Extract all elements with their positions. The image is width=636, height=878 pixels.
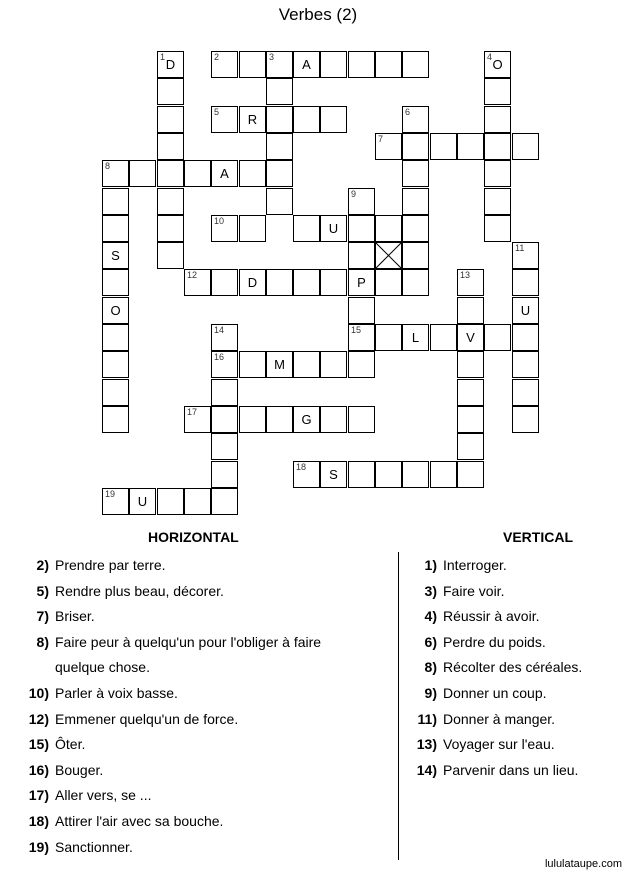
grid-cell[interactable] [402,160,429,187]
grid-cell[interactable] [348,297,375,324]
grid-cell[interactable] [239,51,266,78]
clue-number: 13) [416,736,437,753]
clue-number: 18 [296,462,307,472]
clue-number: 4 [487,52,493,62]
grid-cell[interactable] [348,188,375,215]
horizontal-heading: HORIZONTAL [148,529,239,545]
horizontal-clue [28,786,152,804]
grid-cell[interactable] [402,133,429,160]
clue-number: 14) [416,761,437,778]
grid-cell[interactable] [211,269,238,296]
clue-number: 1) [424,557,437,573]
grid-cell[interactable] [402,242,429,269]
given-letter: O [492,57,503,72]
grid-cell[interactable] [157,215,184,242]
clue-text: Parvenir dans un lieu. [443,761,579,778]
clue-number: 10 [214,216,225,226]
given-letter: G [301,412,312,427]
clue-number: 3) [424,582,437,599]
grid-cell[interactable] [102,406,129,433]
given-letter: P [357,275,366,290]
horizontal-clue [36,607,95,625]
grid-cell[interactable] [211,215,238,242]
given-letter: U [137,494,148,509]
clue-text: Faire voir. [443,582,505,599]
clue-text: Parler à voix basse. [55,685,178,701]
grid-cell[interactable] [375,51,402,78]
cross-mark-icon [376,243,401,268]
horizontal-clue [36,556,166,574]
clue-text: Ôter. [55,736,86,753]
grid-cell[interactable] [239,351,266,378]
clue-number: 2 [214,52,220,62]
horizontal-clue [36,582,224,600]
grid-cell[interactable] [102,160,129,187]
clue-number: 9 [351,189,357,199]
grid-cell[interactable] [457,461,484,488]
grid-cell[interactable] [484,133,511,160]
vertical-clue [424,582,505,600]
clue-text: Sanctionner. [55,838,133,855]
given-letter: A [220,166,229,181]
clue-text: Prendre par terre. [55,557,166,573]
clue-number: 6 [405,107,411,117]
grid-cell[interactable] [266,351,293,378]
clue-number: 13 [460,270,471,280]
grid-cell[interactable] [457,269,484,296]
grid-cell[interactable] [211,406,238,433]
clue-text: Emmener quelqu'un de force. [55,710,239,727]
grid-cell[interactable] [484,215,511,242]
grid-cell[interactable] [484,188,511,215]
grid-cell[interactable] [402,188,429,215]
clue-text: Perdre du poids. [443,633,546,650]
grid-cell[interactable] [239,160,266,187]
vertical-clue [416,735,555,753]
horizontal-clue [36,633,322,651]
clue-number: 12 [187,270,198,280]
clue-text: Donner à manger. [443,710,556,727]
grid-cell[interactable] [211,433,238,460]
grid-cell[interactable] [239,215,266,242]
vertical-clue [424,607,540,625]
grid-cell[interactable] [211,324,238,351]
clue-number: 7 [378,134,384,144]
horizontal-clue [28,735,86,753]
grid-cell[interactable] [457,297,484,324]
grid-cell[interactable] [402,51,429,78]
grid-cell[interactable] [402,269,429,296]
clue-text: Interroger. [443,557,507,573]
grid-cell[interactable] [348,215,375,242]
grid-cell[interactable] [102,242,129,269]
grid-cell[interactable] [102,488,129,515]
grid-cell[interactable] [266,188,293,215]
horizontal-clue [28,684,178,702]
clue-text: Briser. [55,608,95,625]
grid-cell[interactable] [402,324,429,351]
grid-cell[interactable] [484,160,511,187]
grid-cell[interactable] [430,133,457,160]
grid-cell[interactable] [320,461,347,488]
grid-cell[interactable] [512,297,539,324]
grid-cell[interactable] [484,78,511,105]
given-letter: M [274,357,285,372]
given-letter: O [110,303,121,318]
grid-cell[interactable] [320,406,347,433]
grid-cell[interactable] [102,215,129,242]
grid-cell[interactable] [266,269,293,296]
clue-number: 16 [214,352,225,362]
grid-cell[interactable] [402,461,429,488]
clue-number: 10) [28,685,49,701]
clue-number: 15 [351,325,362,335]
grid-cell[interactable] [375,324,402,351]
grid-cell[interactable] [348,242,375,269]
grid-cell[interactable] [184,488,211,515]
given-letter: D [247,275,258,290]
clue-number: 9) [424,685,437,701]
clue-number: 5 [214,107,220,117]
clue-number: 4) [424,608,437,625]
grid-cell[interactable] [102,269,129,296]
grid-cell[interactable] [512,242,539,269]
clue-text: Donner un coup. [443,685,547,701]
grid-cell[interactable] [348,406,375,433]
grid-cell[interactable] [457,379,484,406]
clue-text: Attirer l'air avec sa bouche. [55,813,224,829]
clue-number: 19 [105,489,116,499]
grid-cell[interactable] [512,324,539,351]
grid-cell[interactable] [157,160,184,187]
column-divider [398,552,399,860]
clue-number: 14 [214,325,225,335]
grid-cell[interactable] [457,351,484,378]
vertical-clue [424,633,546,651]
grid-cell[interactable] [211,351,238,378]
grid-cell[interactable] [348,461,375,488]
given-letter: U [520,303,531,318]
grid-cell[interactable] [211,106,238,133]
grid-cell[interactable] [375,133,402,160]
clue-text: Faire peur à quelqu'un pour l'obliger à faire [55,633,322,650]
grid-cell[interactable] [512,379,539,406]
clue-text: Réussir à avoir. [443,608,540,625]
given-letter: S [329,467,338,482]
grid-cell[interactable] [102,188,129,215]
grid-cell[interactable] [211,379,238,406]
grid-cell[interactable] [375,269,402,296]
grid-cell[interactable] [512,133,539,160]
clue-number: 18) [28,813,49,829]
grid-cell[interactable] [375,215,402,242]
clue-number: 8) [36,633,49,650]
given-letter: V [466,330,475,345]
grid-cell[interactable] [293,106,320,133]
site-credit: lululataupe.com [544,858,622,870]
vertical-clue [417,710,556,728]
clue-number: 17) [28,787,49,804]
grid-cell[interactable] [266,133,293,160]
grid-cell[interactable] [102,379,129,406]
clue-number: 11) [417,710,437,727]
vertical-clue [416,761,579,779]
clue-number: 1 [160,52,166,62]
clue-number: 2) [36,557,49,573]
grid-cell[interactable] [457,406,484,433]
grid-cell[interactable] [512,351,539,378]
vertical-clue [424,684,547,702]
grid-cell[interactable] [157,51,184,78]
grid-cell[interactable] [157,242,184,269]
grid-cell[interactable] [293,351,320,378]
clue-number: 15) [28,736,49,753]
grid-cell[interactable] [266,406,293,433]
page-title: Verbes (2) [278,5,358,24]
grid-cell[interactable] [484,106,511,133]
grid-cell[interactable] [184,406,211,433]
grid-cell[interactable] [102,297,129,324]
grid-cell[interactable] [348,269,375,296]
given-letter: D [165,57,176,72]
horizontal-clue [28,812,224,830]
vertical-clue [424,556,507,574]
horizontal-clue [28,710,239,728]
clue-text: quelque chose. [55,659,150,676]
grid-cell[interactable] [348,324,375,351]
clue-number: 5) [36,582,49,599]
given-letter: R [247,112,258,127]
clue-text: Récolter des céréales. [443,659,583,676]
grid-cell[interactable] [184,160,211,187]
clue-number: 6) [424,633,437,650]
grid-cell[interactable] [266,51,293,78]
grid-cell[interactable] [512,269,539,296]
grid-cell[interactable] [157,488,184,515]
grid-cell[interactable] [457,133,484,160]
blocked-cell [375,242,402,269]
grid-cell[interactable] [457,433,484,460]
clue-text: Voyager sur l'eau. [443,736,555,753]
clue-number: 17 [187,407,198,417]
grid-cell[interactable] [320,269,347,296]
clue-text: Aller vers, se ... [55,787,152,804]
horizontal-clue [55,658,150,676]
grid-cell[interactable] [484,324,511,351]
grid-cell[interactable] [239,106,266,133]
grid-cell[interactable] [211,160,238,187]
grid-cell[interactable] [512,406,539,433]
horizontal-clue [28,761,104,779]
grid-cell[interactable] [211,488,238,515]
grid-cell[interactable] [157,133,184,160]
grid-cell[interactable] [211,51,238,78]
grid-cell[interactable] [239,269,266,296]
grid-cell[interactable] [293,269,320,296]
clue-text: Bouger. [55,761,104,778]
grid-cell[interactable] [293,215,320,242]
grid-cell[interactable] [430,461,457,488]
grid-cell[interactable] [484,51,511,78]
grid-cell[interactable] [320,215,347,242]
grid-cell[interactable] [157,188,184,215]
grid-cell[interactable] [320,106,347,133]
grid-cell[interactable] [293,406,320,433]
horizontal-clue [28,838,133,856]
clue-number: 12) [28,710,49,727]
grid-cell[interactable] [348,51,375,78]
vertical-heading: VERTICAL [503,529,573,545]
given-letter: S [111,248,120,263]
grid-cell[interactable] [266,78,293,105]
clue-number: 8) [424,659,437,676]
clue-number: 3 [269,52,275,62]
grid-cell[interactable] [320,351,347,378]
grid-cell[interactable] [293,51,320,78]
vertical-clue [424,658,583,676]
grid-cell[interactable] [266,106,293,133]
grid-cell[interactable] [129,160,156,187]
grid-cell[interactable] [211,461,238,488]
grid-cell[interactable] [266,160,293,187]
grid-cell[interactable] [184,269,211,296]
grid-cell[interactable] [402,106,429,133]
grid-cell[interactable] [293,461,320,488]
clue-number: 19) [28,838,49,855]
grid-cell[interactable] [375,461,402,488]
grid-cell[interactable] [348,351,375,378]
grid-cell[interactable] [102,324,129,351]
given-letter: L [411,330,420,345]
grid-cell[interactable] [129,488,156,515]
clue-text: Rendre plus beau, décorer. [55,582,224,599]
clue-number: 7) [36,608,49,625]
grid-cell[interactable] [157,106,184,133]
grid-cell[interactable] [102,351,129,378]
given-letter: A [302,57,311,72]
clue-number: 11 [515,243,525,253]
grid-cell[interactable] [430,324,457,351]
grid-cell[interactable] [320,51,347,78]
given-letter: U [328,221,339,236]
grid-cell[interactable] [239,406,266,433]
grid-cell[interactable] [157,78,184,105]
grid-cell[interactable] [457,324,484,351]
grid-cell[interactable] [402,215,429,242]
clue-number: 8 [105,161,111,171]
clue-number: 16) [28,761,49,778]
